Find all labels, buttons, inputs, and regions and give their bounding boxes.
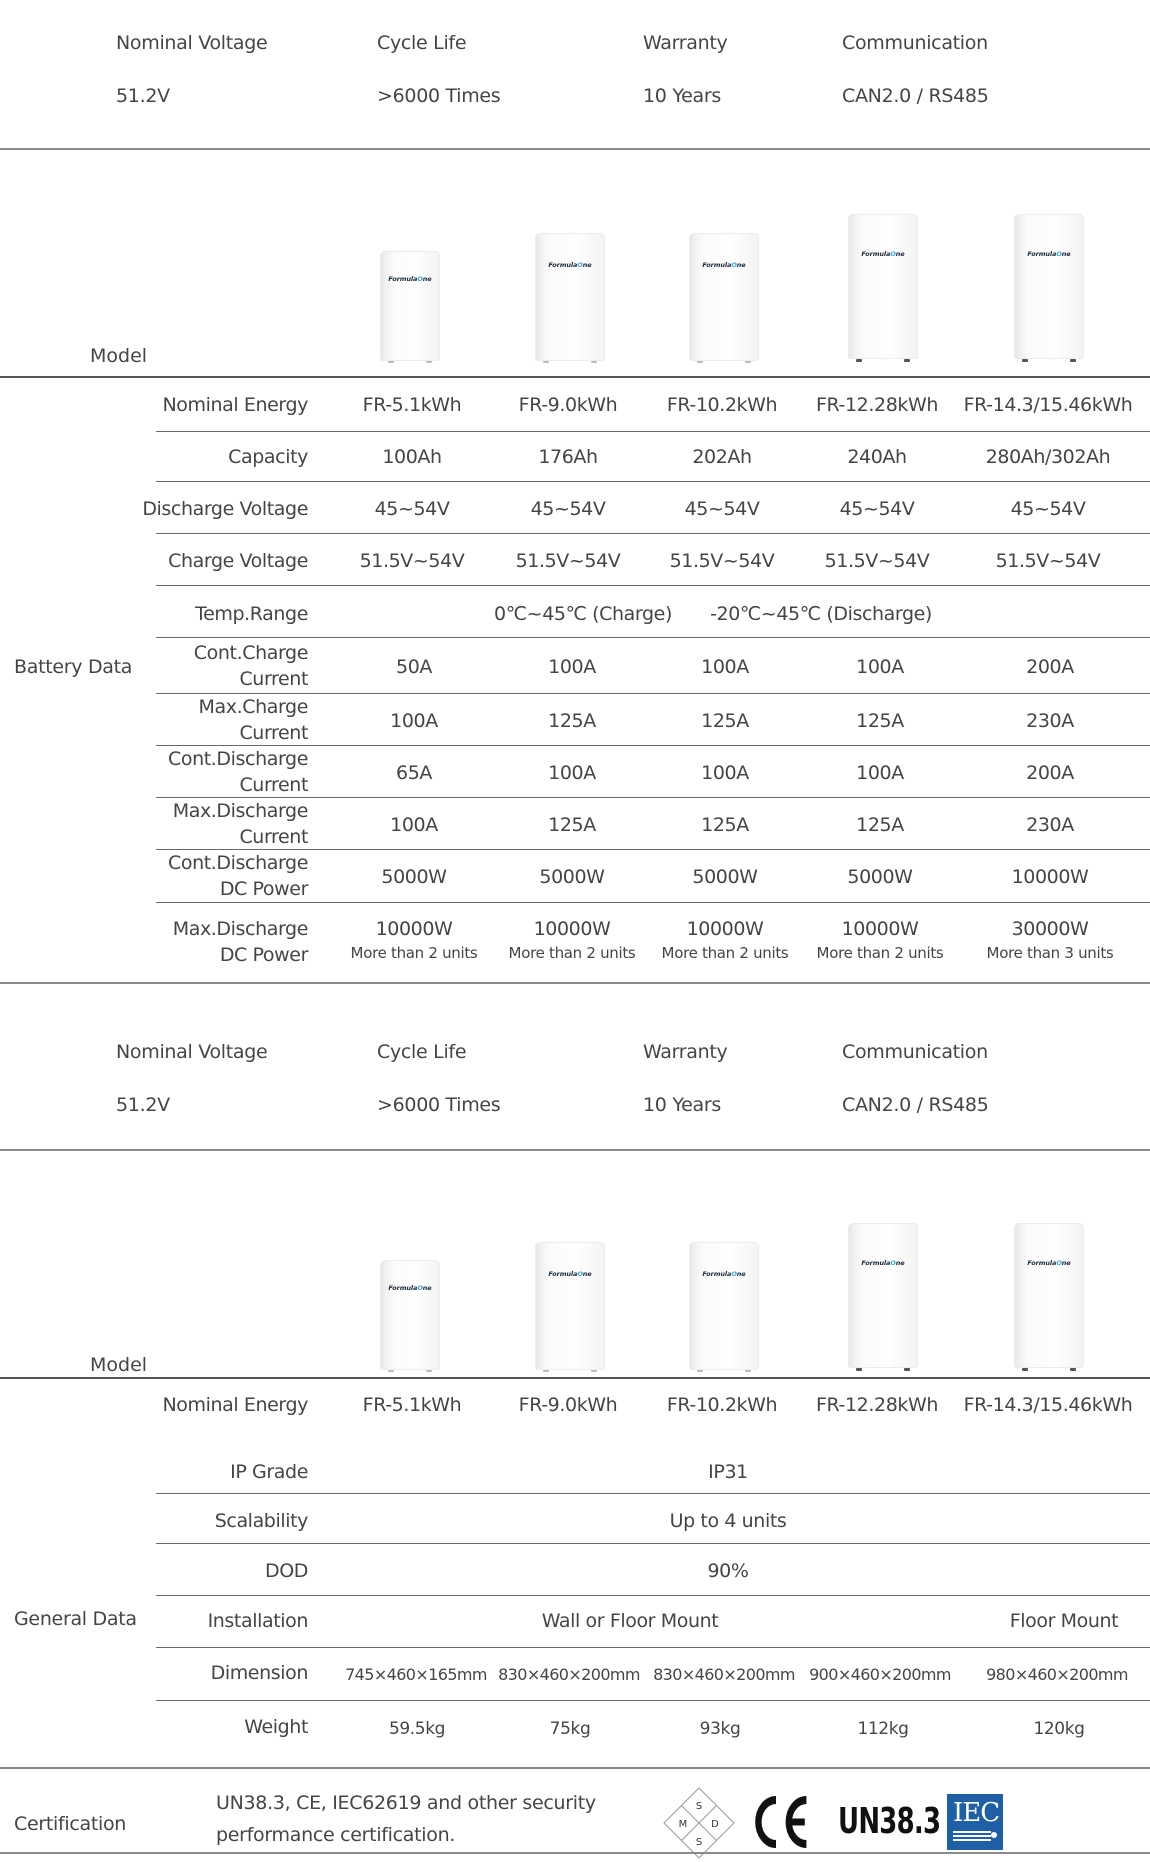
msds-letter: M (678, 1819, 688, 1830)
cell: 100A (856, 762, 904, 784)
divider (0, 376, 1150, 378)
divider (0, 1377, 1150, 1379)
cell: 5000W (539, 866, 605, 888)
cell: 125A (701, 814, 749, 836)
cell: IP31 (708, 1461, 748, 1483)
spec-value-communication: CAN2.0 / RS485 (842, 1094, 989, 1116)
spec-label-cycle-life: Cycle Life (377, 32, 467, 54)
cell: 980×460×200mm (986, 1665, 1128, 1684)
row-label: Max.Discharge DC Power (172, 918, 308, 966)
spec-value-warranty: 10 Years (643, 85, 721, 107)
msds-letter: S (695, 1801, 703, 1812)
cell: 280Ah/302Ah (985, 446, 1111, 468)
row-label: Dimension (210, 1662, 308, 1684)
certification-text: UN38.3, CE, IEC62619 and other security performance certification. (216, 1792, 596, 1846)
cell: FR-12.28kWh (815, 394, 939, 416)
cell: 45~54V (374, 498, 450, 520)
row-label: Nominal Energy (162, 1394, 308, 1416)
cell: 112kg (857, 1719, 909, 1739)
row-label: DOD (264, 1560, 308, 1582)
spec-value-communication: CAN2.0 / RS485 (842, 85, 989, 107)
cell: Floor Mount (1009, 1610, 1119, 1632)
cell: 65A (396, 762, 432, 784)
cell: 10000W More than 2 units (350, 918, 478, 962)
un38-3-mark-icon: UN38.3 (838, 1801, 941, 1842)
cell: 10000W More than 2 units (816, 918, 944, 962)
row-label: Cont.Charge Current (193, 642, 308, 690)
divider (0, 1767, 1150, 1769)
cell: 51.5V~54V (669, 550, 775, 572)
spec-label-communication: Communication (842, 32, 988, 54)
msds-letter: D (711, 1819, 719, 1830)
cell-temp-charge: 0℃~45℃ (Charge) (494, 603, 672, 625)
cell: 30000W More than 3 units (986, 918, 1114, 962)
cell: FR-14.3/15.46kWh (963, 394, 1133, 416)
cell: 59.5kg (388, 1719, 446, 1739)
cell: 51.5V~54V (359, 550, 465, 572)
divider (0, 1149, 1150, 1151)
brand-logo-icon: FormulaOne (702, 1270, 746, 1278)
battery-image-fr-5-1 (380, 1260, 440, 1370)
model-label: Model (90, 345, 148, 367)
cell: 100A (390, 814, 438, 836)
row-label: Capacity (228, 446, 308, 468)
row-label: Installation (207, 1610, 308, 1632)
battery-image-fr-9-0 (535, 1242, 605, 1370)
row-label: Max.Charge Current (198, 696, 308, 744)
cell: 900×460×200mm (809, 1665, 951, 1684)
brand-logo-icon: FormulaOne (861, 1259, 905, 1267)
cell: 10000W More than 2 units (508, 918, 636, 962)
spec-label-nominal-voltage: Nominal Voltage (116, 32, 268, 54)
cell: 120kg (1033, 1719, 1085, 1739)
iec-logo-icon (947, 1794, 1003, 1850)
cell: 100A (390, 710, 438, 732)
cell: 5000W (692, 866, 758, 888)
cell: 93kg (699, 1719, 741, 1739)
cell: 100A (701, 656, 749, 678)
spec-value-warranty: 10 Years (643, 1094, 721, 1116)
section-label-battery-data: Battery Data (14, 656, 133, 678)
cell: 100A (856, 656, 904, 678)
cell: 125A (548, 814, 596, 836)
cell: 200A (1026, 762, 1074, 784)
cell: 745×460×165mm (345, 1665, 487, 1684)
brand-logo-icon: FormulaOne (548, 261, 592, 269)
cell-temp-discharge: -20℃~45℃ (Discharge) (710, 603, 932, 625)
battery-image-fr-5-1 (380, 251, 440, 361)
brand-logo-icon: FormulaOne (861, 250, 905, 258)
battery-image-fr-10-2 (689, 1242, 759, 1370)
row-label: Cont.Discharge DC Power (168, 852, 308, 900)
row-label: Scalability (214, 1510, 308, 1532)
row-label: Charge Voltage (168, 550, 308, 572)
row-label: Discharge Voltage (142, 498, 308, 520)
cell: 50A (396, 656, 432, 678)
cell: Wall or Floor Mount (541, 1610, 719, 1632)
battery-image-fr-14-3 (1014, 214, 1084, 359)
brand-logo-icon: FormulaOne (1027, 1259, 1071, 1267)
row-label: Weight (244, 1716, 308, 1738)
spec-value-nominal-voltage: 51.2V (116, 1094, 170, 1116)
cell: FR-5.1kWh (362, 1394, 462, 1416)
cell: 75kg (549, 1719, 591, 1739)
cell: 176Ah (538, 446, 598, 468)
cell: 125A (856, 710, 904, 732)
model-label: Model (90, 1354, 148, 1376)
msds-letter: S (695, 1837, 703, 1848)
cell: 100A (701, 762, 749, 784)
cell: 5000W (847, 866, 913, 888)
cell: 45~54V (839, 498, 915, 520)
cell: 230A (1026, 710, 1074, 732)
battery-image-fr-10-2 (689, 233, 759, 361)
row-label: Max.Discharge Current (172, 800, 308, 848)
spec-label-nominal-voltage: Nominal Voltage (116, 1041, 268, 1063)
brand-logo-icon: FormulaOne (702, 261, 746, 269)
cell: FR-9.0kWh (518, 1394, 618, 1416)
cell: 100A (548, 656, 596, 678)
cell: FR-10.2kWh (666, 1394, 778, 1416)
brand-logo-icon: FormulaOne (548, 1270, 592, 1278)
battery-image-fr-9-0 (535, 233, 605, 361)
cell: 202Ah (692, 446, 752, 468)
iec-logo-text: IEC (953, 1798, 1000, 1828)
cell: 230A (1026, 814, 1074, 836)
cell: 10000W More than 2 units (661, 918, 789, 962)
cell: FR-10.2kWh (666, 394, 778, 416)
spec-value-nominal-voltage: 51.2V (116, 85, 170, 107)
brand-logo-icon: FormulaOne (388, 1284, 432, 1292)
cell: Up to 4 units (669, 1510, 787, 1532)
cell: 100Ah (382, 446, 442, 468)
cell: 45~54V (1010, 498, 1086, 520)
row-label: IP Grade (230, 1461, 308, 1483)
cell: 830×460×200mm (498, 1665, 640, 1684)
spec-label-warranty: Warranty (643, 32, 728, 54)
section-label-general-data: General Data (14, 1608, 137, 1630)
cell: 51.5V~54V (515, 550, 621, 572)
cell: 125A (548, 710, 596, 732)
section-label-certification: Certification (14, 1813, 127, 1835)
spec-label-cycle-life: Cycle Life (377, 1041, 467, 1063)
divider (0, 982, 1150, 984)
row-label: Cont.Discharge Current (168, 748, 308, 796)
spec-value-cycle-life: >6000 Times (377, 1094, 501, 1116)
cell: 45~54V (530, 498, 606, 520)
cell: FR-9.0kWh (518, 394, 618, 416)
cell: 90% (707, 1560, 749, 1582)
battery-image-fr-12-28 (848, 214, 918, 359)
divider (0, 1852, 1150, 1854)
cell: FR-12.28kWh (815, 1394, 939, 1416)
cell: 51.5V~54V (824, 550, 930, 572)
cell: 240Ah (847, 446, 907, 468)
ce-mark-icon (752, 1796, 810, 1848)
cell: 45~54V (684, 498, 760, 520)
battery-image-fr-12-28 (848, 1223, 918, 1368)
divider (0, 148, 1150, 150)
cell: 5000W (381, 866, 447, 888)
spec-value-cycle-life: >6000 Times (377, 85, 501, 107)
cell: 200A (1026, 656, 1074, 678)
cell: 10000W (1011, 866, 1089, 888)
battery-image-fr-14-3 (1014, 1223, 1084, 1368)
spec-label-warranty: Warranty (643, 1041, 728, 1063)
cell: 125A (856, 814, 904, 836)
cell: 100A (548, 762, 596, 784)
cell: FR-5.1kWh (362, 394, 462, 416)
row-label: Temp.Range (195, 603, 308, 625)
row-label: Nominal Energy (162, 394, 308, 416)
msds-diamond-icon (663, 1787, 735, 1859)
brand-logo-icon: FormulaOne (388, 275, 432, 283)
cell: 125A (701, 710, 749, 732)
spec-label-communication: Communication (842, 1041, 988, 1063)
brand-logo-icon: FormulaOne (1027, 250, 1071, 258)
cell: 51.5V~54V (995, 550, 1101, 572)
cell: 830×460×200mm (653, 1665, 795, 1684)
cell: FR-14.3/15.46kWh (963, 1394, 1133, 1416)
